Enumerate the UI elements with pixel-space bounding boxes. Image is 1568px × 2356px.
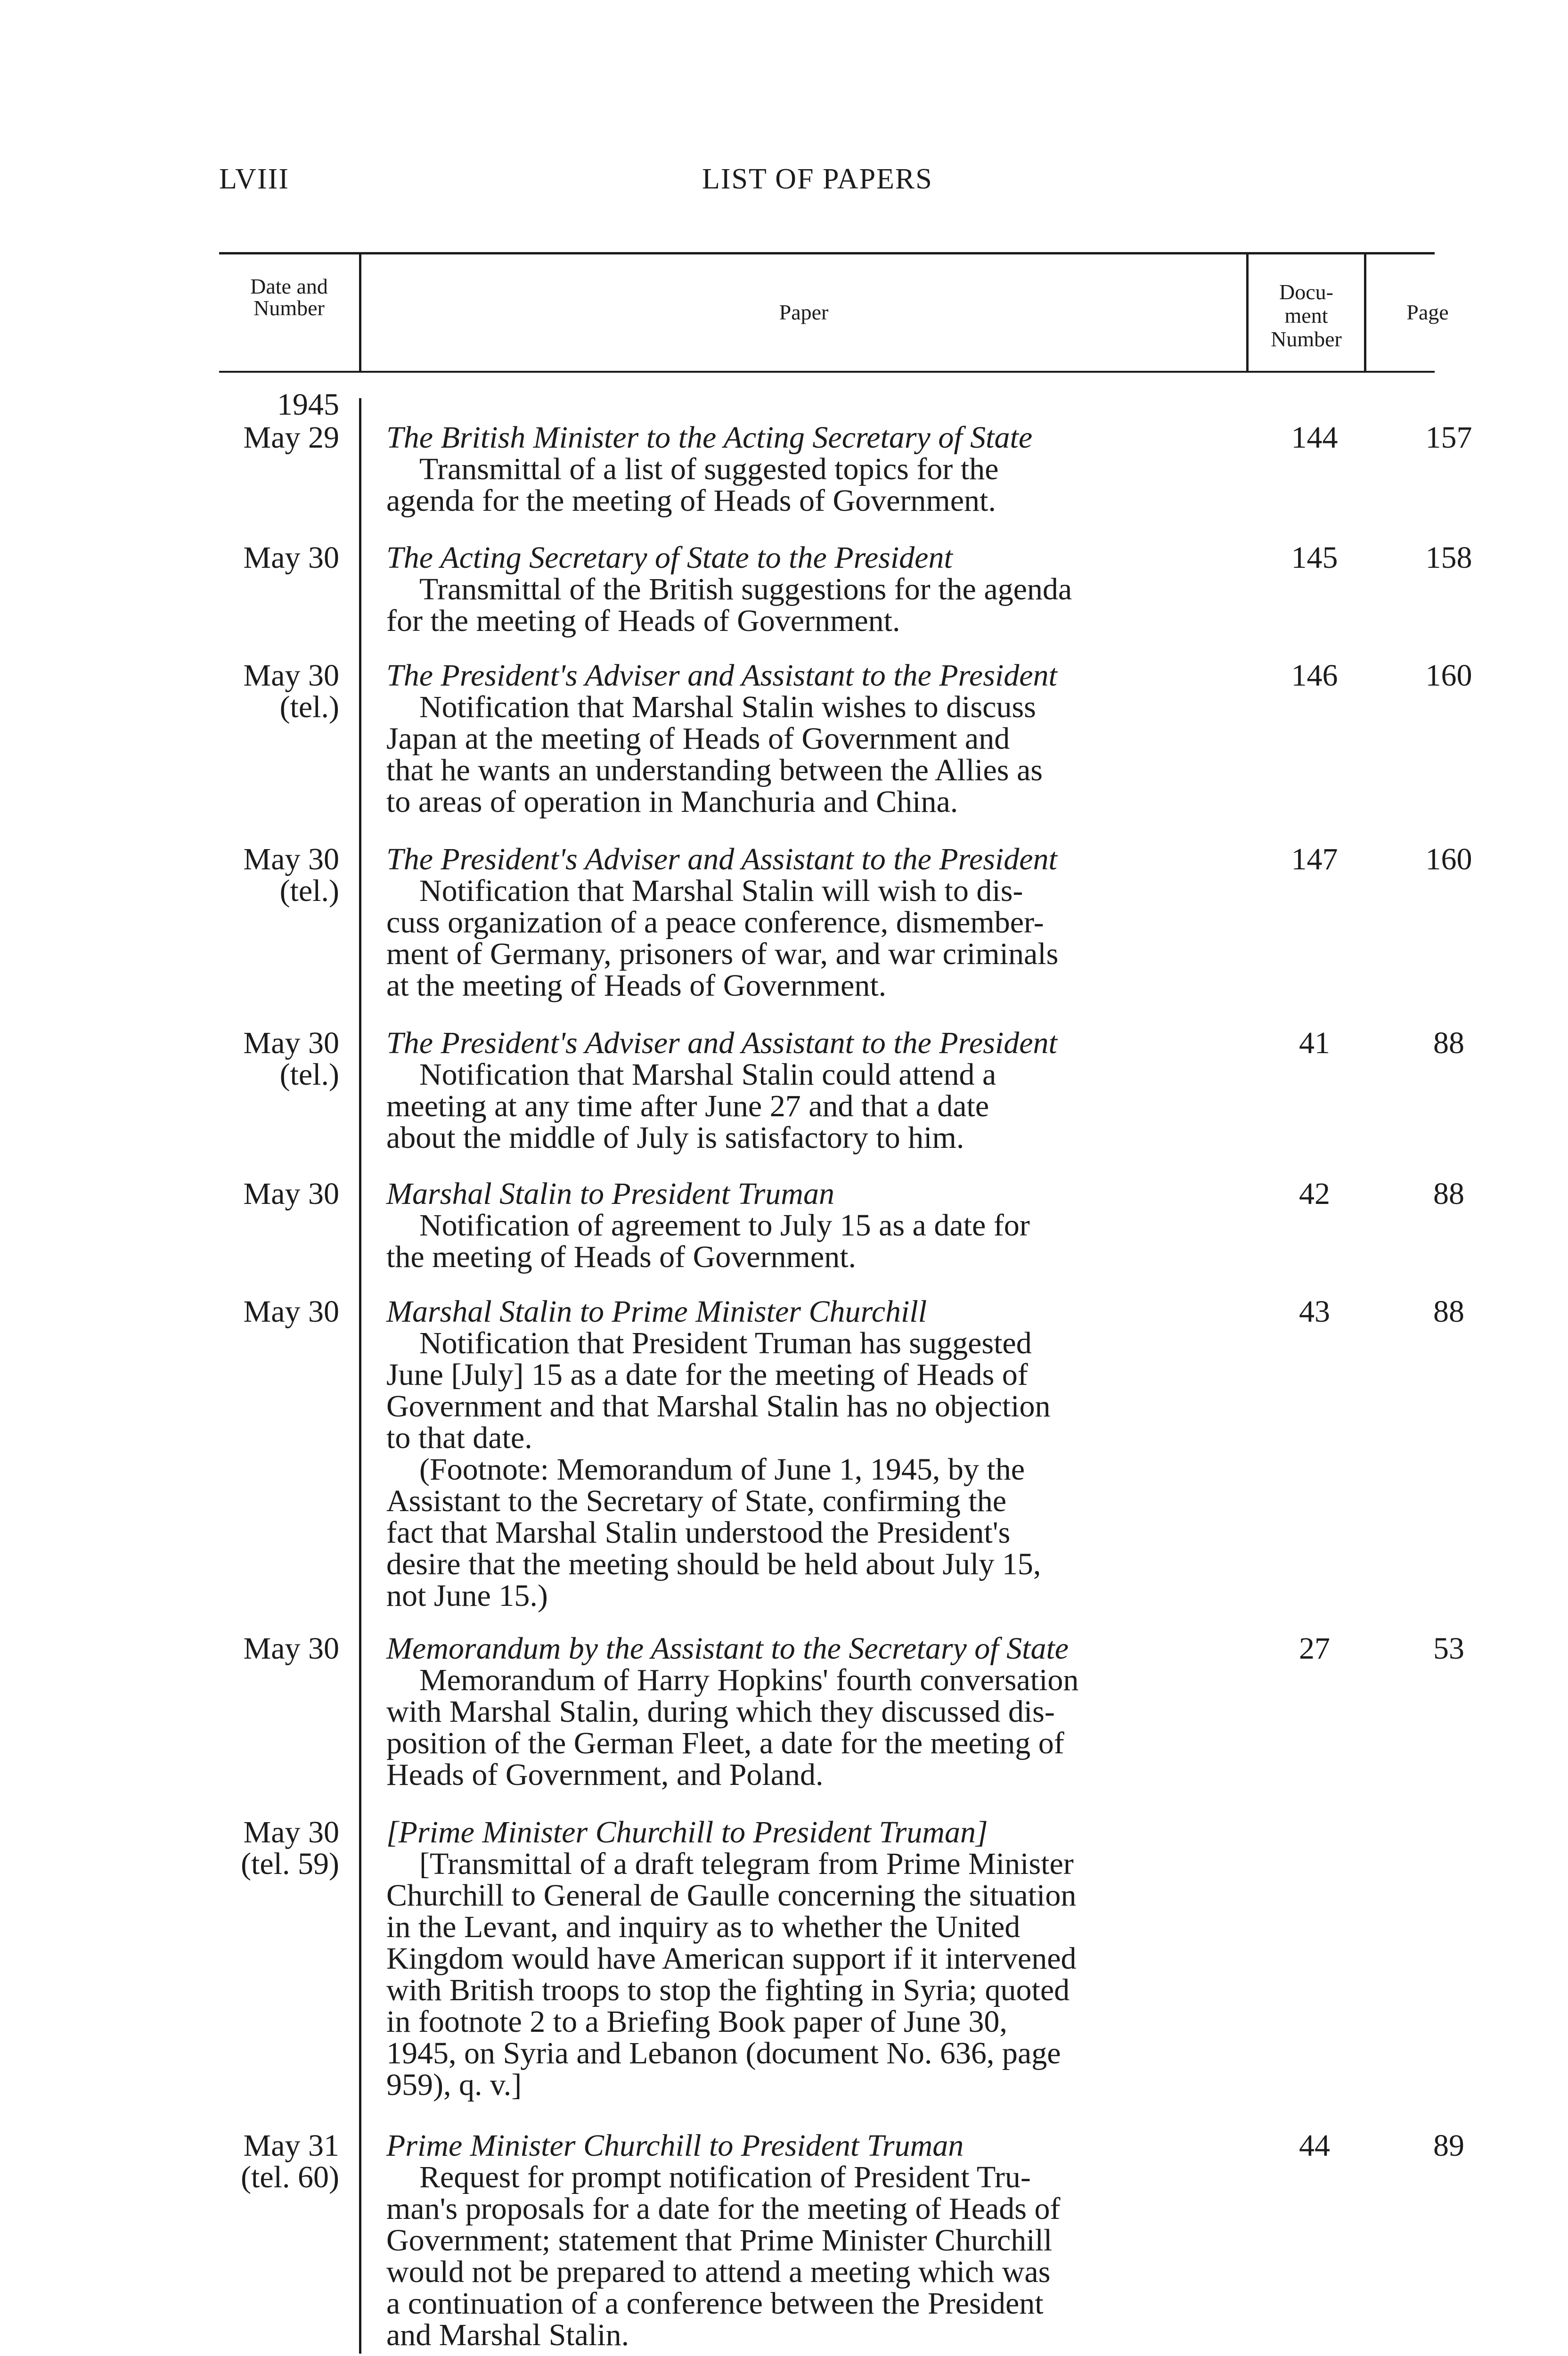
header-top-rule <box>219 252 1435 254</box>
entry-date: May 30 <box>243 1177 339 1211</box>
entry-page: 160 <box>1425 842 1472 876</box>
entry-paper: The President's Adviser and Assistant to the President Notification that Marshal Stalin wishes to discuss Japan at the meeting of Heads of Government and that he wants an understanding between the Allies as to areas of operation in Manchuria and China. <box>386 660 1230 818</box>
entry-date: May 30 (tel.) <box>243 1026 339 1092</box>
entry-title: [Prime Minister Churchill to President Truman] <box>386 1815 988 1849</box>
entry-document-number: 145 <box>1291 540 1338 575</box>
entry-page: 158 <box>1425 540 1472 575</box>
entry-page: 88 <box>1433 1177 1464 1211</box>
entry-title: Marshal Stalin to Prime Minister Churchill <box>386 1294 927 1329</box>
entry-paper: The British Minister to the Acting Secretary of State Transmittal of a list of suggested topics for the agenda for the meeting of Heads of Government. <box>386 422 1230 516</box>
entry-date: May 30 <box>243 1294 339 1329</box>
entry-document-number: 144 <box>1291 420 1338 455</box>
entry-title: Marshal Stalin to President Truman <box>386 1177 834 1211</box>
entry-date: May 30 (tel.) <box>243 658 339 724</box>
entry-paper: Marshal Stalin to Prime Minister Churchill Notification that President Truman has suggested June [July] 15 as a date for the meeting of Heads of Government and that Marshal Stalin has no objection to that date. (Footnote: Memorandum of June 1, 1945, by the Assistant to the Secretary of State, confirming the fact that Marshal Stalin understood the President's desire that the meeting should be held about July 15, not June 15.) <box>386 1296 1230 1612</box>
entry-page: 88 <box>1433 1026 1464 1060</box>
entry-date: May 31 (tel. 60) <box>241 2128 339 2194</box>
entry-title: The British Minister to the Acting Secretary of State <box>386 420 1033 455</box>
entry-date: May 30 <box>243 540 339 575</box>
entry-document-number: 42 <box>1299 1177 1330 1211</box>
column-header-page: Page <box>1406 300 1449 324</box>
entry-page: 53 <box>1433 1631 1464 1666</box>
page-number: LVIII <box>219 163 289 195</box>
column-header-document-number: Docu- ment Number <box>1271 280 1342 351</box>
entry-document-number: 43 <box>1299 1294 1330 1329</box>
entry-page: 160 <box>1425 658 1472 693</box>
entry-date: May 29 <box>243 420 339 455</box>
entry-title: The President's Adviser and Assistant to the President <box>386 658 1057 693</box>
entry-paper: Memorandum by the Assistant to the Secretary of State Memorandum of Harry Hopkins' fourth conversation with Marshal Stalin, during which they discussed dis- position of the German Fleet, a date for the meeting of Heads of Government, and Poland. <box>386 1633 1230 1791</box>
entry-paper: The President's Adviser and Assistant to the President Notification that Marshal Stalin will wish to dis- cuss organization of a peace conference, dismember- ment of Germany, prisoners of war, and war criminals at the meeting of Heads of Government. <box>386 843 1230 1001</box>
column-header-paper: Paper <box>779 300 829 324</box>
table-body-divider <box>359 398 361 2354</box>
entry-paper: The President's Adviser and Assistant to the President Notification that Marshal Stalin could attend a meeting at any time after June 27 and that a date about the middle of July is satisfactory to him. <box>386 1027 1230 1153</box>
entry-title: The President's Adviser and Assistant to the President <box>386 1026 1057 1060</box>
entry-paper: Prime Minister Churchill to President Truman Request for prompt notification of President Tru- man's proposals for a date for the meeting of Heads of Government; statement that Prime Minister Churchill would not be prepared to attend a meeting which was a continuation of a conference between the President and Marshal Stalin. <box>386 2130 1230 2351</box>
entry-document-number: 41 <box>1299 1026 1330 1060</box>
entry-title: The President's Adviser and Assistant to the President <box>386 842 1057 876</box>
entry-paper: [Prime Minister Churchill to President Truman] [Transmittal of a draft telegram from Prime Minister Churchill to General de Gaulle concerning the situation in the Levant, and inquiry as to whether the United Kingdom would have American support if it intervened with British troops to stop the fighting in Syria; quoted in footnote 2 to a Briefing Book paper of June 30, 1945, on Syria and Lebanon (document No. 636, page 959), q. v.] <box>386 1816 1230 2101</box>
entry-title: Memorandum by the Assistant to the Secretary of State <box>386 1631 1069 1666</box>
entry-title: Prime Minister Churchill to President Truman <box>386 2128 964 2163</box>
entry-document-number: 27 <box>1299 1631 1330 1666</box>
entry-paper: Marshal Stalin to President Truman Notification of agreement to July 15 as a date for the meeting of Heads of Government. <box>386 1178 1230 1273</box>
entry-date: May 30 <box>243 1631 339 1666</box>
year-label: 1945 <box>277 387 339 422</box>
entry-page: 88 <box>1433 1294 1464 1329</box>
entry-date: May 30 (tel.) <box>243 842 339 908</box>
entry-document-number: 147 <box>1291 842 1338 876</box>
column-header-date: Date and Number <box>250 274 328 320</box>
entry-title: The Acting Secretary of State to the President <box>386 540 953 575</box>
entry-page: 157 <box>1425 420 1472 455</box>
entry-date: May 30 (tel. 59) <box>241 1815 339 1881</box>
running-title: LIST OF PAPERS <box>702 163 933 195</box>
entry-document-number: 146 <box>1291 658 1338 693</box>
entry-page: 89 <box>1433 2128 1464 2163</box>
entry-paper: The Acting Secretary of State to the President Transmittal of the British suggestions for the agenda for the meeting of Heads of Government. <box>386 542 1230 637</box>
entry-document-number: 44 <box>1299 2128 1330 2163</box>
header-bottom-rule <box>219 371 1435 373</box>
